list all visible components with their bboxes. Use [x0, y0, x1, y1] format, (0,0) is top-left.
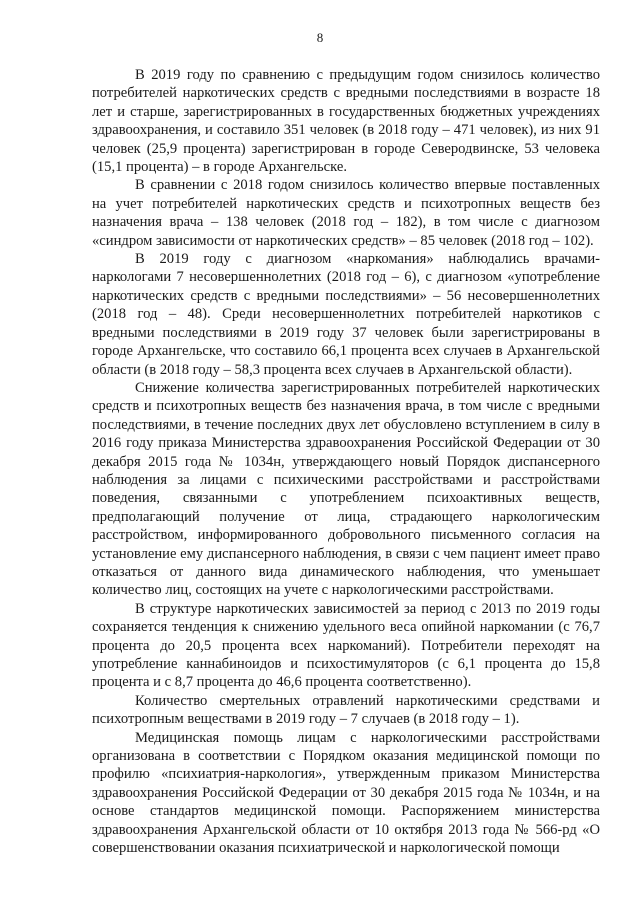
paragraph-addiction-structure: В структуре наркотических зависимостей за период с 2013 по 2019 годы сохраняется тенденция к снижению удельного веса опийной наркомании (с 76,7 процента до 20,5 процента всех наркоманий). Потребители переходят на употребление каннабиноидов и психостимуляторов (с 6,1 процента до 15,8 процента и с 8,7 процента до 46,6 процента соответственно).: [92, 600, 600, 691]
paragraph-first-registered: В сравнении с 2018 годом снизилось количество впервые поставленных на учет потребителей наркотических средств и психотропных веществ без назначения врача – 138 человек (2018 год – 182), в том числе с диагнозом «синдром зависимости от наркотических средств» – 85 человек (2018 год – 102).: [92, 177, 600, 249]
paragraph-minors: В 2019 году с диагнозом «наркомания» наблюдались врачами-наркологами 7 несовершеннолетних (2018 год – 6), с диагнозом «употребление наркотических средств с вредными последствиями» – 56 несовершеннолетних (2018 год – 48). Среди несовершеннолетних потребителей наркотиков с вредными последствиями в 2019 году 37 человек были зарегистрированы в городе Архангельске, что составило 66,1 процента всех случаев в Архангельской области (в 2018 году – 58,3 процента всех случаев в Архангельской области).: [92, 251, 600, 378]
paragraph-registration-decline: Снижение количества зарегистрированных потребителей наркотических средств и психотропных веществ без назначения врача, в том числе с вредными последствиями, в течение последних двух лет обусловлено вступлением в силу в 2016 году приказа Министерства здравоохранения Российской Федерации от 30 декабря 2015 года № 1034н, утверждающего новый Порядок диспансерного наблюдения за лицами с психическими расстройствами и расстройствами поведения, связанными с употреблением психоактивных веществ, предполагающий получение от лица, страдающего наркологическим расстройством, информированного добровольного письменного согласия на установление ему диспансерного наблюдения, в связи с чем пациент имеет право отказаться от данного вида динамического наблюдения, что уменьшает количество лиц, состоящих на учете с наркологическими расстройствами.: [92, 379, 600, 599]
paragraph-fatal-poisonings: Количество смертельных отравлений наркотическими средствами и психотропным веществами в 2019 году – 7 случаев (в 2018 году – 1).: [92, 692, 600, 728]
document-body: [92, 66, 600, 857]
paragraph-drug-users-2019: В 2019 году по сравнению с предыдущим годом снизилось количество потребителей наркотических средств с вредными последствиями в возрасте 18 лет и старше, зарегистрированных в государственных бюджетных учреждениях здравоохранения, и составило 351 человек (в 2018 году – 471 человек), из них 91 человек (25,9 процента) зарегистрирован в городе Северодвинске, 53 человека (15,1 процента) – в городе Архангельске.: [92, 67, 600, 176]
page-number: 8: [316, 30, 324, 45]
paragraph-medical-care: Медицинская помощь лицам с наркологическими расстройствами организована в соответствии с Порядком оказания медицинской помощи по профилю «психиатрия-наркология», утвержденным приказом Министерства здравоохранения Российской Федерации от 30 декабря 2015 года № 1034н, и на основе стандартов медицинской помощи. Распоряжением министерства здравоохранения Архангельской области от 10 октября 2013 года № 566-рд «О совершенствовании оказания психиатрической и наркологической помощи: [92, 729, 600, 857]
